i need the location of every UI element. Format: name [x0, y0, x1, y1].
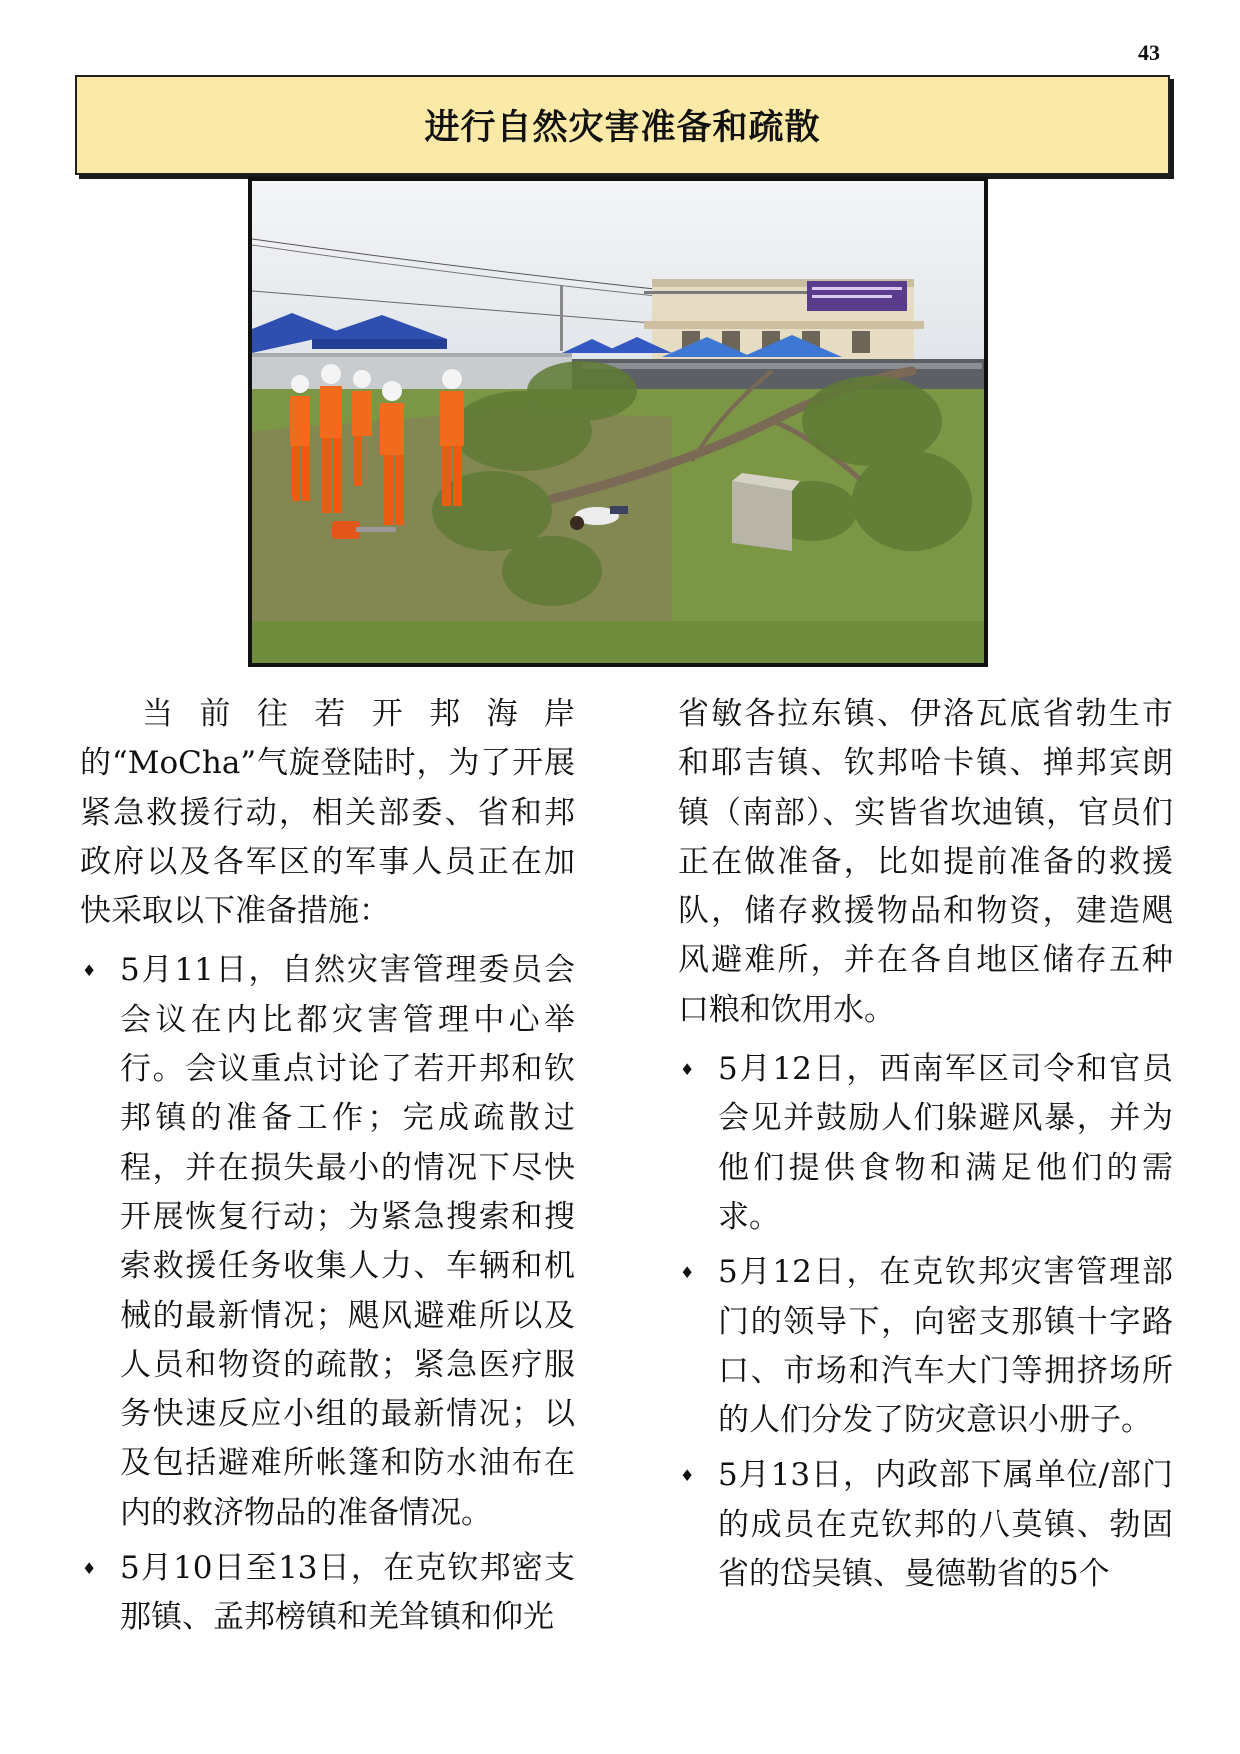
list-item: [678, 1248, 1173, 1445]
diamond-bullet-icon: ♦: [82, 961, 97, 981]
right-bullet-list: [678, 1045, 1173, 1599]
list-item-text: 5月12日，西南军区司令和官员会见并鼓励人们躲避风暴，并为他们提供食物和满足他们的需求。: [718, 1051, 1173, 1235]
list-item-text: 5月13日，内政部下属单位/部门的成员在克钦邦的八莫镇、勃固省的岱吴镇、曼德勒省的5个: [718, 1457, 1173, 1593]
left-column: [80, 690, 575, 1649]
left-bullet-list: [80, 946, 575, 1642]
diamond-bullet-icon: ♦: [680, 1466, 695, 1486]
list-item-text: 5月11日，自然灾害管理委员会会议在内比都灾害管理中心举行。会议重点讨论了若开邦和钦邦镇的准备工作；完成疏散过程，并在损失最小的情况下尽快开展恢复行动；为紧急搜索和搜索救援任务收集人力、车辆和机械的最新情况；飓风避难所以及人员和物资的疏散；紧急医疗服务快速反应小组的最新情况；以及包括避难所帐篷和防水油布在内的救济物品的准备情况。: [120, 952, 575, 1531]
rescue-drill-photo: [248, 177, 988, 667]
photo-illustration: [252, 181, 984, 663]
diamond-bullet-icon: ♦: [680, 1263, 695, 1283]
list-item: [678, 1045, 1173, 1242]
list-item-text: 5月12日，在克钦邦灾害管理部门的领导下，向密支那镇十字路口、市场和汽车大门等拥挤场所的人们分发了防灾意识小册子。: [718, 1254, 1173, 1439]
list-item: [678, 1451, 1173, 1599]
intro-paragraph: 当前往若开邦海岸的“MoCha”气旋登陆时，为了开展紧急救援行动，相关部委、省和邦政府以及各军区的军事人员正在加快采取以下准备措施：: [80, 696, 575, 930]
continued-text: 省敏各拉东镇、伊洛瓦底省勃生市和耶吉镇、钦邦哈卡镇、掸邦宾朗镇（南部）、实皆省坎迪镇，官员们正在做准备，比如提前准备的救援队，储存救援物品和物资，建造飓风避难所，并在各自地区储存五种口粮和饮用水。: [678, 696, 1173, 1028]
diamond-bullet-icon: ♦: [680, 1060, 695, 1080]
title-banner: [75, 75, 1170, 175]
right-column: [678, 690, 1173, 1605]
list-item: [80, 1544, 575, 1643]
page-number: 43: [1138, 40, 1160, 65]
list-item: [80, 946, 575, 1538]
list-item-text: 5月10日至13日，在克钦邦密支那镇、孟邦榜镇和羌耸镇和仰光: [120, 1550, 575, 1636]
page-title: 进行自然灾害准备和疏散: [424, 108, 821, 148]
diamond-bullet-icon: ♦: [82, 1559, 97, 1579]
